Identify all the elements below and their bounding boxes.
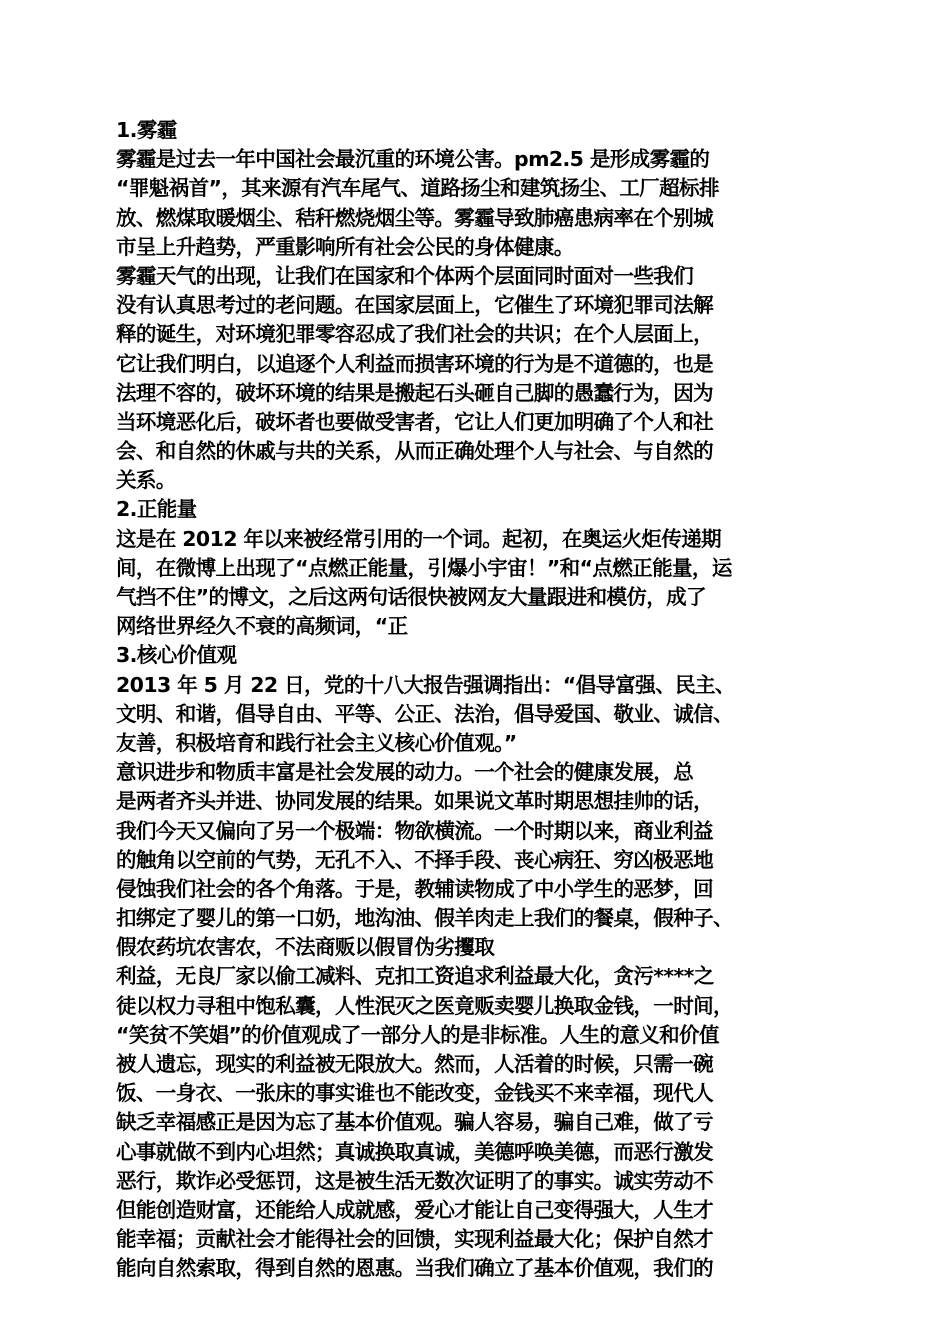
paragraph-line: 关系。 bbox=[116, 468, 176, 493]
paragraph-line: 气挡不住”的博文，之后这两句话很快被网友大量跟进和模仿，成了 bbox=[116, 585, 706, 609]
paragraph-line: 我们今天又偏向了另一个极端：物欲横流。一个时期以来，商业利益 bbox=[116, 818, 713, 843]
paragraph-line: 间，在微博上出现了“点燃正能量，引爆小宇宙！”和“点燃正能量，运 bbox=[116, 555, 732, 580]
paragraph-line: 法理不容的，破坏环境的结果是搬起石头砸自己脚的愚蠢行为，因为 bbox=[116, 380, 713, 405]
paragraph-line: 放、燃煤取暖烟尘、秸秆燃烧烟尘等。雾霾导致肺癌患病率在个别城 bbox=[116, 205, 713, 230]
section-heading-core-values: 3.核心价值观 bbox=[116, 643, 237, 668]
paragraph-line: “罪魁祸首”，其来源有汽车尾气、道路扬尘和建筑扬尘、工厂超标排 bbox=[116, 176, 719, 201]
paragraph-line: 文明、和谐，倡导自由、平等、公正、法治，倡导爱国、敬业、诚信、 bbox=[116, 701, 733, 726]
paragraph-line: 饭、一身衣、一张床的事实谁也不能改变，金钱买不来幸福，现代人 bbox=[116, 1081, 713, 1106]
paragraph-line: 利益，无良厂家以偷工减料、克扣工资追求利益最大化，贪污****之 bbox=[116, 964, 714, 989]
paragraph-line: 但能创造财富，还能给人成就感，爱心才能让自己变得强大，人生才 bbox=[116, 1197, 713, 1222]
paragraph-line: 能向自然索取，得到自然的恩惠。当我们确立了基本价值观，我们的 bbox=[116, 1256, 713, 1281]
paragraph-line: 缺乏幸福感正是因为忘了基本价值观。骗人容易，骗自己难，做了亏 bbox=[116, 1110, 713, 1135]
paragraph-line: 的触角以空前的气势，无孔不入、不择手段、丧心病狂、穷凶极恶地 bbox=[116, 847, 713, 872]
paragraph-line: 徒以权力寻租中饱私囊，人性泯灭之医竟贩卖婴儿换取金钱，一时间， bbox=[116, 993, 733, 1018]
paragraph-line: 假农药坑农害农，不法商贩以假冒伪劣攫取 bbox=[116, 935, 495, 960]
paragraph-line: 雾霾是过去一年中国社会最沉重的环境公害。pm2.5 是形成雾霾的 bbox=[116, 147, 710, 172]
paragraph-line: 是两者齐头并进、协同发展的结果。如果说文革时期思想挂帅的话， bbox=[116, 789, 713, 814]
paragraph-line: 这是在 2012 年以来被经常引用的一个词。起初，在奥运火炬传递期 bbox=[116, 526, 722, 551]
paragraph-line: 能幸福；贡献社会才能得社会的回馈，实现利益最大化；保护自然才 bbox=[116, 1227, 713, 1252]
paragraph-line: 心事就做不到内心坦然；真诚换取真诚，美德呼唤美德，而恶行激发 bbox=[116, 1139, 713, 1164]
document-body bbox=[116, 116, 844, 1284]
paragraph-line: 友善，积极培育和践行社会主义核心价值观。” bbox=[116, 730, 517, 755]
paragraph-line: “笑贫不笑娼”的价值观成了一部分人的是非标准。人生的意义和价值 bbox=[116, 1022, 719, 1047]
paragraph-line: 2013 年 5 月 22 日，党的十八大报告强调指出：“倡导富强、民主、 bbox=[116, 672, 735, 697]
paragraph-line: 雾霾天气的出现，让我们在国家和个体两个层面同时面对一些我们 bbox=[116, 263, 694, 288]
paragraph-line: 侵蚀我们社会的各个角落。于是，教辅读物成了中小学生的恶梦，回 bbox=[116, 876, 713, 901]
section-heading-positive-energy: 2.正能量 bbox=[116, 497, 197, 522]
paragraph-line: 意识进步和物质丰富是社会发展的动力。一个社会的健康发展，总 bbox=[116, 760, 694, 785]
paragraph-line: 没有认真思考过的老问题。在国家层面上，它催生了环境犯罪司法解 bbox=[116, 293, 713, 318]
paragraph-line: 市呈上升趋势，严重影响所有社会公民的身体健康。 bbox=[116, 234, 574, 259]
paragraph-line: 它让我们明白，以追逐个人利益而损害环境的行为是不道德的，也是 bbox=[116, 351, 713, 376]
paragraph-line: 释的诞生，对环境犯罪零容忍成了我们社会的共识；在个人层面上， bbox=[116, 322, 713, 347]
paragraph-line: 扣绑定了婴儿的第一口奶，地沟油、假羊肉走上我们的餐桌，假种子、 bbox=[116, 906, 733, 931]
paragraph-line: 会、和自然的休戚与共的关系，从而正确处理个人与社会、与自然的 bbox=[116, 439, 713, 464]
paragraph-line: 网络世界经久不衰的高频词，“正 bbox=[116, 614, 408, 639]
section-heading-smog: 1.雾霾 bbox=[116, 118, 177, 142]
paragraph-line: 恶行，欺诈必受惩罚，这是被生活无数次证明了的事实。诚实劳动不 bbox=[116, 1168, 713, 1193]
paragraph-line: 被人遗忘，现实的利益被无限放大。然而，人活着的时候，只需一碗 bbox=[116, 1052, 713, 1076]
paragraph-line: 当环境恶化后，破坏者也要做受害者，它让人们更加明确了个人和社 bbox=[116, 409, 713, 434]
